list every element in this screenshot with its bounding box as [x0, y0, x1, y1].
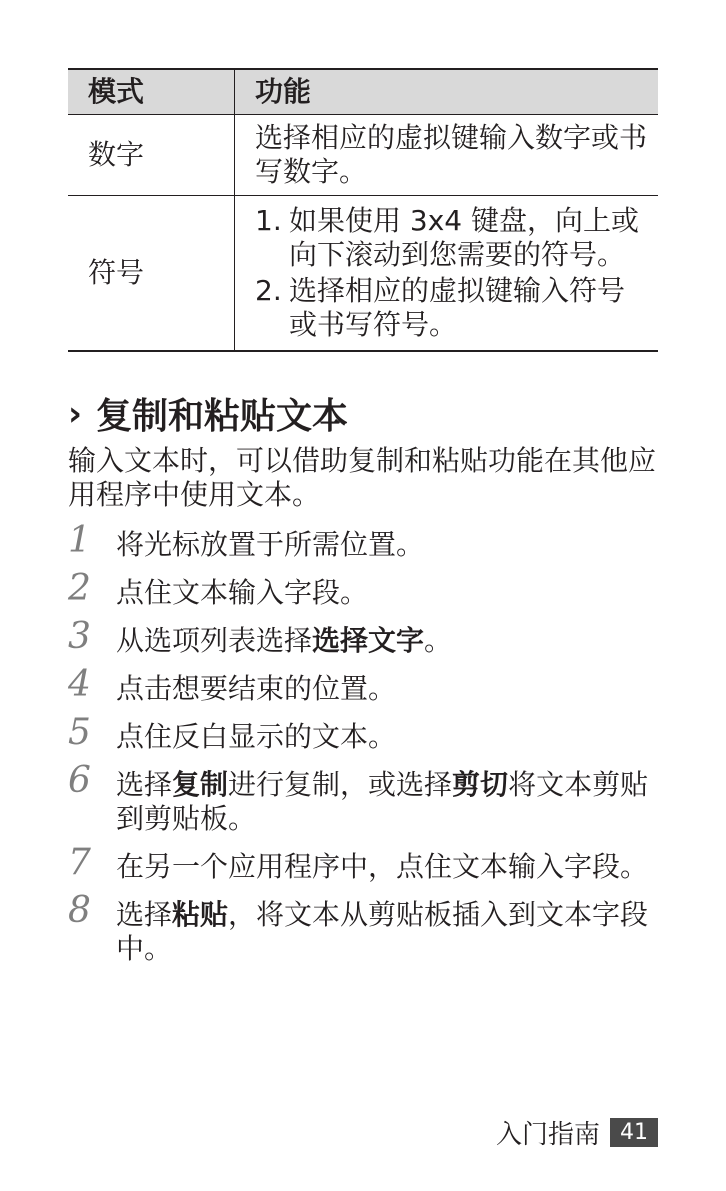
- step-list: [68, 520, 668, 980]
- section-intro: 输入文本时，可以借助复制和粘贴功能在其他应用程序中使用文本。: [68, 444, 657, 511]
- step-text: 。: [424, 624, 453, 657]
- step-item: [68, 712, 668, 754]
- step-number: 5: [68, 712, 91, 753]
- subitem-text: 选择相应的虚拟键输入符号或书写符号。: [289, 274, 626, 341]
- mode-table: [68, 68, 658, 352]
- step-text: ，将文本从剪贴板插入到文本字段中。: [116, 898, 649, 965]
- step-number: 1: [68, 520, 91, 561]
- function-cell: [235, 196, 659, 352]
- step-text: 进行复制，或选择: [228, 768, 453, 801]
- step-number: 4: [68, 664, 91, 705]
- step-bold-term: 选择文字: [312, 624, 425, 657]
- step-item: [68, 520, 668, 562]
- subitem-number: 2.: [255, 274, 282, 307]
- step-item: [68, 760, 668, 836]
- step-bold-term: 粘贴: [172, 898, 229, 931]
- mode-function-table: [68, 68, 658, 352]
- step-text: 在另一个应用程序中，点住文本输入字段。: [116, 850, 649, 883]
- table-header-row: [68, 69, 658, 115]
- step-item: [68, 890, 668, 966]
- step-text: 点击想要结束的位置。: [116, 672, 397, 705]
- step-bold-term: 复制: [172, 768, 229, 801]
- step-text: 选择: [116, 768, 173, 801]
- step-number: 2: [68, 568, 91, 609]
- header-mode: 模式: [68, 69, 235, 115]
- subitem-number: 1.: [255, 204, 282, 237]
- step-number: 3: [68, 616, 91, 657]
- page-footer: [496, 1114, 658, 1151]
- section-heading: [68, 388, 348, 439]
- function-subitem: [255, 274, 648, 342]
- step-text: 点住文本输入字段。: [116, 576, 369, 609]
- mode-cell: 符号: [68, 196, 235, 352]
- step-number: 8: [68, 890, 91, 931]
- step-text: 将光标放置于所需位置。: [116, 528, 425, 561]
- step-item: [68, 568, 668, 610]
- step-text: 选择: [116, 898, 173, 931]
- step-text: 将文本剪贴到剪贴板。: [116, 768, 649, 835]
- step-item: [68, 616, 668, 658]
- step-text: 点住反白显示的文本。: [116, 720, 397, 753]
- footer-section-label: 入门指南: [495, 1120, 600, 1150]
- step-item: [68, 842, 668, 884]
- table-row: [68, 115, 658, 196]
- step-number: 6: [68, 760, 91, 801]
- function-cell: 选择相应的虚拟键输入数字或书写数字。: [255, 121, 648, 188]
- page-number: 41: [610, 1118, 658, 1147]
- table-row: [68, 196, 658, 352]
- chevron-right-icon: ›: [68, 393, 83, 434]
- header-function: 功能: [255, 75, 312, 108]
- function-subitem: [255, 204, 648, 272]
- step-text: 从选项列表选择: [116, 624, 313, 657]
- section-title: 复制和粘贴文本: [96, 396, 349, 437]
- step-bold-term: 剪切: [452, 768, 509, 801]
- step-item: [68, 664, 668, 706]
- mode-cell: 数字: [68, 115, 235, 196]
- step-number: 7: [68, 842, 91, 883]
- subitem-text: 如果使用 3x4 键盘，向上或向下滚动到您需要的符号。: [289, 204, 640, 271]
